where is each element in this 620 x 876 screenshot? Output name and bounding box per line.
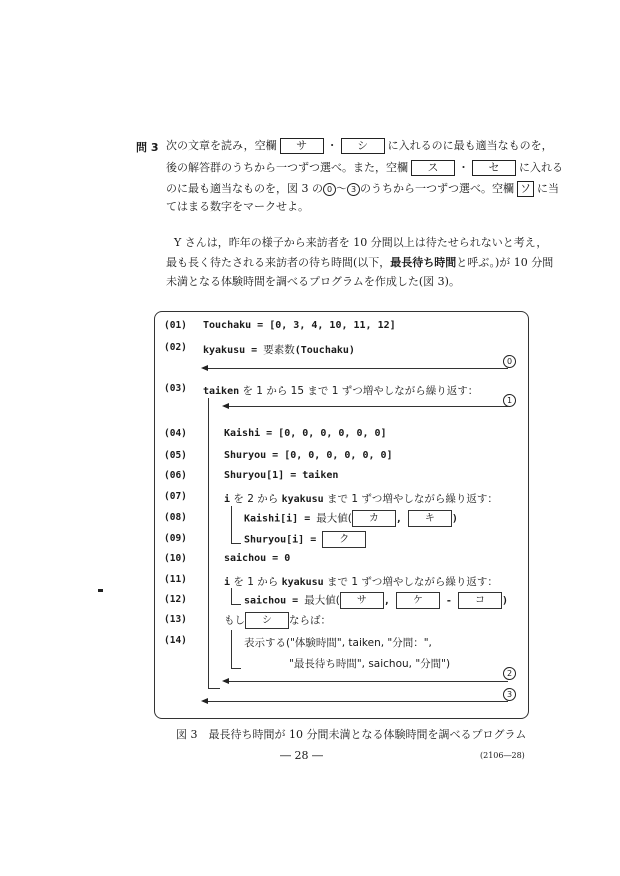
line-number: (09) [164,533,187,544]
code-text: ) [451,513,458,525]
figure-caption: 図 3 最長待ち時間が 10 分間未満となる体験時間を調べるプログラム [176,728,527,741]
code-text-jp: 最大値( [316,512,352,525]
page-code: (2106―28) [480,751,525,760]
code-text-jp: もし [224,614,245,627]
term-bold: 最長待ち時間 [390,256,457,269]
code-text: i [224,494,231,505]
code-text: - [445,595,452,607]
line-number: (08) [164,512,187,523]
if-bar-13 [231,630,232,668]
code-text-jp: 要素数 [263,344,295,356]
loop-bar-07 [231,506,232,543]
code-text: , [383,595,390,607]
scan-mark [98,589,103,592]
insertion-arrow-0 [203,368,508,369]
code-line-02 [203,342,355,357]
blank-se: セ [472,160,516,176]
circled-number-icon: 3 [347,183,360,196]
code-text: kyakusu [281,577,324,588]
separator: ・ [458,161,469,174]
code-line-09 [244,531,366,548]
code-text-jp: を 1 から [230,576,282,588]
code-text-jp: を 2 から [230,493,282,505]
tilde: ～ [336,182,347,195]
code-text-jp: まで 1 ずつ増やしながら繰り返す： [323,493,498,505]
code-line-04: Kaishi = [0, 0, 0, 0, 0, 0] [224,428,387,439]
paragraph-text: 最も長く待たされる来訪者の待ち時間(以下， [166,256,391,269]
line-number: (06) [164,470,187,481]
code-line-03 [203,383,478,398]
code-text-jp: まで 1 ずつ増やしながら繰り返す： [323,576,498,588]
circled-number-icon: 0 [503,355,516,368]
question-text: に入れる [519,161,563,174]
blank-ke: ケ [396,592,440,609]
loop-bar-11 [231,588,232,604]
circled-number-icon: 0 [323,183,336,196]
code-line-14-cont [289,656,450,671]
code-line-07 [224,491,498,506]
code-line-06: Shuryou[1] = taiken [224,470,339,481]
code-text-jp: 表示する("体験時間", taiken, "分間：", [244,637,432,649]
loop-bar-11-end [231,604,241,605]
code-line-05: Shuryou = [0, 0, 0, 0, 0, 0] [224,450,393,461]
code-text: saichou = [244,595,305,607]
question-line-1 [166,138,553,154]
line-number: (04) [164,428,187,439]
blank-so: ソ [517,181,534,197]
insertion-arrow-2 [224,681,508,682]
page-number: ― 28 ― [280,749,323,762]
code-text: Shuryou[i] = [244,534,323,546]
code-text: kyakusu = [203,345,264,356]
line-number: (05) [164,450,187,461]
question-number: 問 3 [136,141,159,154]
blank-sa: サ [340,592,384,609]
question-text: のに最も適当なものを，図 3 の [166,182,323,195]
loop-bar-outer-end [208,688,220,689]
loop-bar-outer [208,398,209,688]
code-text: taiken [203,386,240,397]
blank-shi: シ [341,138,385,154]
blank-shi: シ [245,612,289,629]
circled-number-icon: 1 [503,394,516,407]
line-number: (10) [164,553,187,564]
question-text: のうちから一つずつ選べ。空欄 [360,182,514,195]
paragraph-line-2 [166,256,553,270]
insertion-arrow-3 [203,701,508,702]
line-number: (03) [164,383,187,394]
blank-ka: カ [352,510,396,527]
code-text: Kaishi[i] = [244,513,317,525]
line-number: (07) [164,491,187,502]
separator: ・ [326,139,338,152]
code-text-jp: 最大値( [304,594,340,607]
code-line-01: Touchaku = [0, 3, 4, 10, 11, 12] [203,320,396,331]
question-text: 後の解答群のうちから一つずつ選べ。また，空欄 [166,161,408,174]
code-line-12 [244,592,508,609]
line-number: (11) [164,574,187,585]
blank-ku: ク [322,531,366,548]
code-line-14 [244,635,432,650]
question-line-4: てはまる数字をマークせよ。 [166,200,309,213]
blank-ko: コ [458,592,502,609]
code-text-jp: "最長待ち時間", saichou, "分間") [289,658,451,670]
question-text: 次の文章を読み，空欄 [166,139,277,152]
code-line-08 [244,510,458,527]
code-text-jp: ならば： [289,614,331,627]
code-text: i [224,577,231,588]
question-line-3 [166,181,559,197]
code-text-jp: を 1 から 15 まで 1 ずつ増やしながら繰り返す： [239,385,479,397]
line-number: (02) [164,342,187,353]
code-text: , [395,513,402,525]
blank-su: ス [411,160,455,176]
code-text: kyakusu [281,494,324,505]
if-bar-13-end [231,668,241,669]
code-text: (Touchaku) [294,345,355,356]
paragraph-text: と呼ぶ。)が 10 分間 [456,256,554,269]
code-text: ) [501,595,509,607]
line-number: (12) [164,594,187,605]
line-number: (14) [164,635,187,646]
question-text: に入れるのに最も適当なものを， [387,139,553,152]
paragraph-line-1: Y さんは，昨年の様子から来訪者を 10 分間以上は待たせられないと考え， [174,236,548,249]
code-line-13 [224,612,331,629]
insertion-arrow-1 [224,406,508,407]
circled-number-icon: 2 [503,667,516,680]
blank-ki: キ [408,510,452,527]
code-line-11 [224,574,498,589]
line-number: (01) [164,320,187,331]
circled-number-icon: 3 [503,688,516,701]
question-text: に当 [537,182,559,195]
code-line-10: saichou = 0 [224,553,291,564]
loop-bar-07-end [231,543,241,544]
line-number: (13) [164,614,187,625]
blank-sa: サ [280,138,324,154]
question-line-2 [166,160,563,176]
paragraph-line-3: 未満となる体験時間を調べるプログラムを作成した(図 3)。 [166,275,460,288]
